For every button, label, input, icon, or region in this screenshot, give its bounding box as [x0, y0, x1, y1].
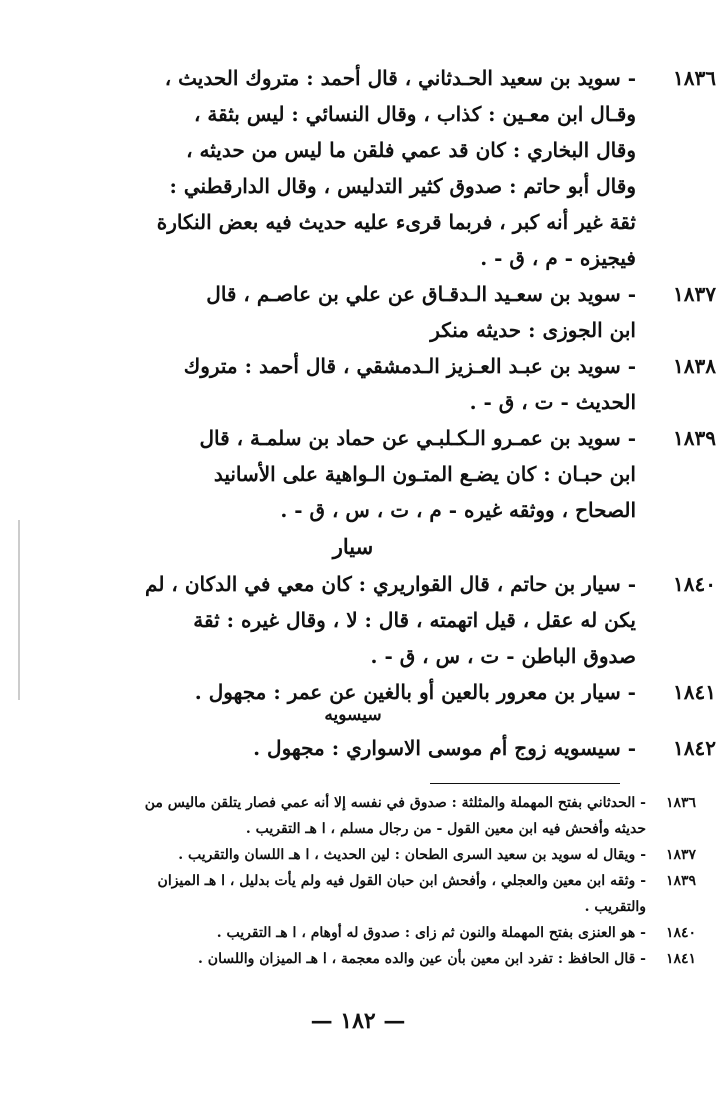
- entry-1841: [70, 674, 716, 710]
- entry-line: فيجيزه - م ، ق - .: [480, 246, 636, 270]
- entry-line: - سويد بن عمـرو الـكـلبـي عن حماد بن سلمـة ، قال: [199, 426, 636, 450]
- entry-line: - سويد بن عبـد العـزيز الـدمشقي ، قال أحمد : متروك: [183, 354, 636, 378]
- entry-line: صدوق الباطن - ت ، س ، ق - .: [370, 644, 636, 668]
- entry-1840: [70, 566, 716, 674]
- entry-line: وقـال ابن معـين : كذاب ، وقال النسائي : ليس بثقة ،: [194, 102, 636, 126]
- footnote-number: ١٨٣٦: [665, 795, 697, 811]
- entry-1839: [70, 420, 716, 528]
- footnote-1836: [60, 790, 697, 842]
- entry-line: وقال أبو حاتم : صدوق كثير التدليس ، وقال الدارقطني :: [169, 174, 636, 198]
- scan-edge-mark: [18, 520, 20, 700]
- section-heading-sisawayh: سيسويه: [324, 705, 382, 725]
- footnote-1839: [60, 868, 697, 920]
- footnote-line: - الحدثاني بفتح المهملة والمثلثة : صدوق في نفسه إلا أنه عمي فصار يتلقن ماليس من: [144, 795, 646, 811]
- section-heading-sayyar: سيار: [332, 534, 374, 559]
- footnote-line: - وثقه ابن معين والعجلي ، وأفحش ابن حبان القول فيه ولم يأت بدليل ، ا هـ الميزان: [157, 873, 646, 889]
- footnote-1841: [60, 946, 697, 972]
- footnote-1840: [60, 920, 697, 946]
- entry-line: وقال البخاري : كان قد عمي فلقن ما ليس من حديثه ،: [186, 138, 636, 162]
- footnotes: [60, 790, 697, 972]
- entry-1836: [70, 60, 716, 276]
- entry-line: - سويد بن سعيد الحـدثاني ، قال أحمد : متروك الحديث ،: [164, 66, 636, 90]
- entry-line: ثقة غير أنه كبر ، فربما قرىء عليه حديث فيه بعض النكارة: [156, 210, 636, 234]
- entry-number: ١٨٣٨: [673, 354, 716, 378]
- footnote-number: ١٨٣٧: [665, 847, 697, 863]
- entry-line: - سيار بن معرور بالعين أو بالغين عن عمر : مجهول .: [194, 680, 636, 704]
- page-number: — ١٨٢ —: [310, 1008, 406, 1034]
- entry-line: ابن حبـان : كان يضـع المتـون الـواهية على الأسانيد: [213, 462, 636, 486]
- entry-line: - سويد بن سعـيد الـدقـاق عن علي بن عاصـم ، قال: [206, 282, 636, 306]
- entry-1842: [70, 730, 716, 766]
- entry-line: - سيار بن حاتم ، قال القواريري : كان معي في الدكان ، لم: [145, 572, 636, 596]
- entry-1838: [70, 348, 716, 420]
- main-text: [70, 60, 716, 766]
- entry-line: - سيسويه زوج أم موسى الاسواري : مجهول .: [253, 736, 636, 760]
- entry-number: ١٨٣٦: [673, 66, 716, 90]
- footnote-line: - قال الحافظ : تفرد ابن معين بأن عين والده معجمة ، ا هـ الميزان واللسان .: [198, 951, 646, 967]
- entry-line: يكن له عقل ، قيل اتهمته ، قال : لا ، وقال غيره : ثقة: [193, 608, 636, 632]
- entry-number: ١٨٤٢: [673, 736, 716, 760]
- footnote-line: والتقريب .: [584, 899, 646, 915]
- entry-line: ابن الجوزى : حديثه منكر: [430, 318, 636, 342]
- footnote-line: - ويقال له سويد بن سعيد السرى الطحان : لين الحديث ، ا هـ اللسان والتقريب .: [178, 847, 646, 863]
- entry-number: ١٨٤٠: [673, 572, 716, 596]
- footnote-separator: [430, 783, 620, 784]
- footnote-line: حديثه وأفحش فيه ابن معين القول - من رجال مسلم ، ا هـ التقريب .: [245, 821, 646, 837]
- footnote-number: ١٨٤١: [665, 951, 697, 967]
- entry-number: ١٨٣٧: [673, 282, 716, 306]
- entry-number: ١٨٣٩: [673, 426, 716, 450]
- footnote-line: - هو العنزى بفتح المهملة والنون ثم زاى : صدوق له أوهام ، ا هـ التقريب .: [216, 925, 646, 941]
- entry-line: الصحاح ، ووثقه غيره - م ، ت ، س ، ق - .: [280, 498, 636, 522]
- footnote-number: ١٨٤٠: [665, 925, 697, 941]
- footnote-1837: [60, 842, 697, 868]
- entry-number: ١٨٤١: [673, 680, 716, 704]
- entry-1837: [70, 276, 716, 348]
- footnote-number: ١٨٣٩: [665, 873, 697, 889]
- entry-line: الحديث - ت ، ق - .: [469, 390, 636, 414]
